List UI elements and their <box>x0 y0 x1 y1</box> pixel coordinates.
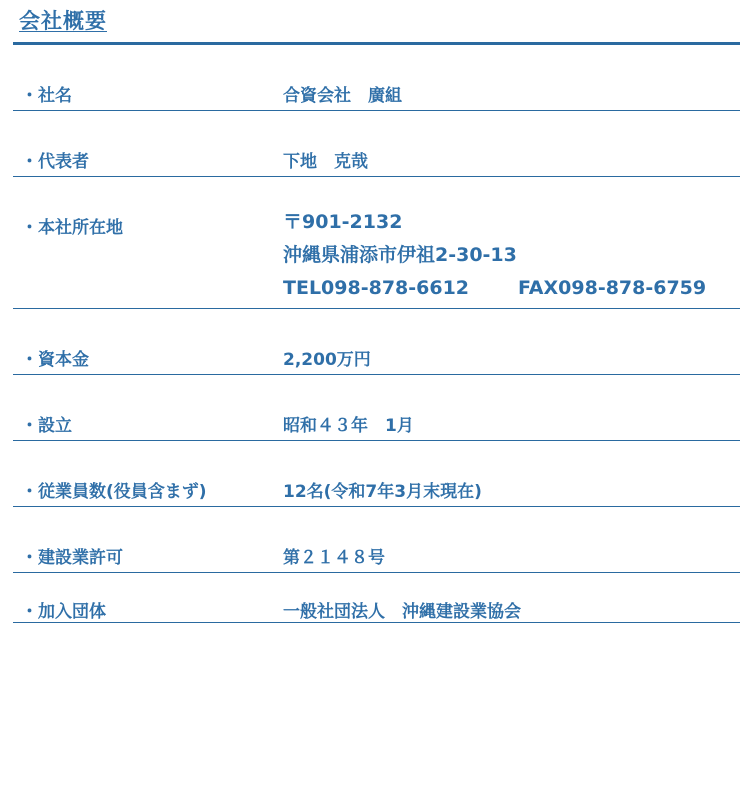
table-row-construction-license <box>13 507 740 573</box>
row-value: 合資会社 廣組 <box>283 86 402 106</box>
row-label: ・資本金 <box>21 350 89 370</box>
company-info-table <box>13 45 740 623</box>
row-label: ・社名 <box>21 86 72 106</box>
title-bar <box>13 0 740 45</box>
fax-number: FAX098-878-6759 <box>518 277 707 299</box>
row-value: 2,200万円 <box>283 350 371 370</box>
row-label: ・建設業許可 <box>21 548 123 568</box>
row-label: ・代表者 <box>21 152 89 172</box>
row-label: ・設立 <box>21 416 72 436</box>
table-row-head-office <box>13 177 740 309</box>
street-address: 沖縄県浦添市伊祖2-30-13 <box>283 244 517 266</box>
row-value: 一般社団法人 沖縄建設業協会 <box>283 602 521 622</box>
contact-line <box>283 277 706 310</box>
row-value: 12名(令和7年3月末現在) <box>283 482 482 502</box>
table-row-capital <box>13 309 740 375</box>
table-row-company-name <box>13 45 740 111</box>
row-value: 下地 克哉 <box>283 152 368 172</box>
row-label: ・加入団体 <box>21 602 106 622</box>
table-row-employees <box>13 441 740 507</box>
postal-code: 〒901-2132 <box>283 211 403 233</box>
table-row-established <box>13 375 740 441</box>
table-row-representative <box>13 111 740 177</box>
tel-number: TEL098-878-6612 <box>283 277 470 299</box>
row-label: ・本社所在地 <box>21 218 123 238</box>
row-value: 第２１４８号 <box>283 548 385 568</box>
page-title: 会社概要 <box>19 9 107 33</box>
row-label: ・従業員数(役員含まず) <box>21 482 207 502</box>
address-block <box>283 211 706 310</box>
row-value: 昭和４３年 1月 <box>283 416 414 436</box>
table-row-affiliations <box>13 573 740 623</box>
